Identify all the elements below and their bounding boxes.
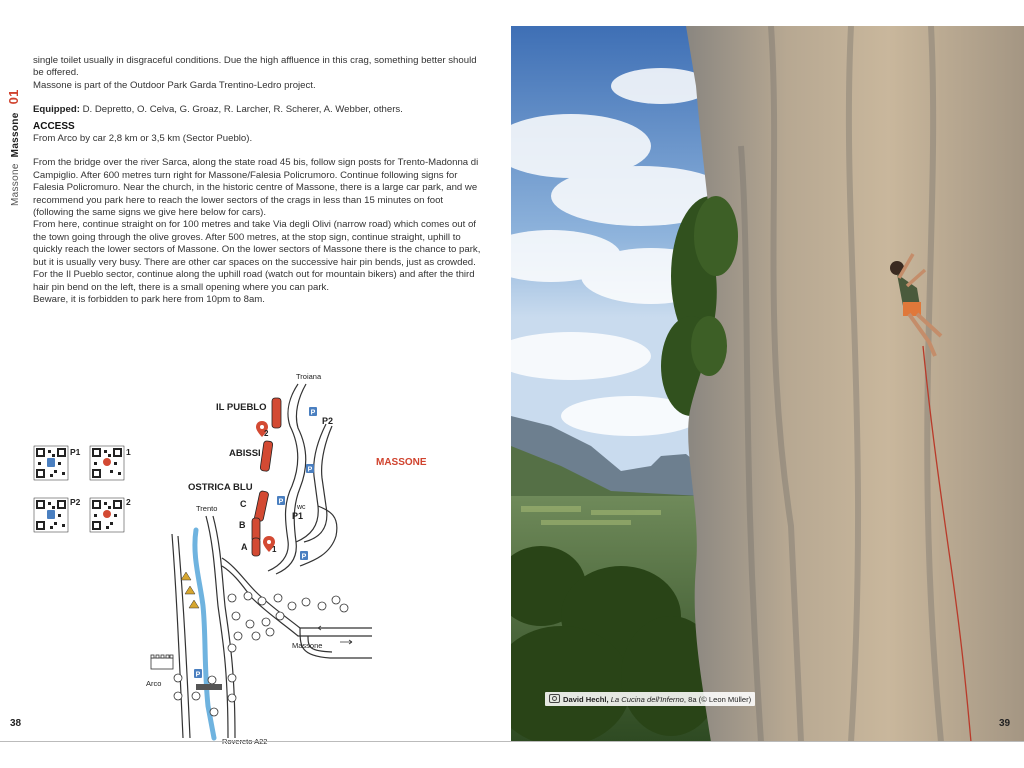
- qr-label-p2: P2: [70, 497, 81, 507]
- caption-name: David Hechl,: [563, 695, 611, 704]
- right-page: [511, 26, 1024, 742]
- equipped-line: [33, 104, 481, 116]
- castle-icon: [151, 655, 173, 669]
- pin-label-1: 1: [272, 545, 277, 554]
- qr-code-1: [90, 446, 124, 480]
- svg-text:P: P: [195, 671, 201, 679]
- sector-label-pueblo: IL PUEBLO: [216, 402, 267, 413]
- svg-text:P: P: [310, 409, 316, 417]
- place-trento: Trento: [196, 504, 218, 513]
- chapter-sidebar: [6, 58, 30, 218]
- valley-road: [213, 516, 235, 738]
- switchback-road: [296, 424, 326, 542]
- paragraph: single toilet usually in disgraceful conditions. Due the high affluence in this crag, something better should be offered.: [33, 55, 477, 79]
- parking-label-p2: P2: [322, 416, 334, 426]
- paragraph: For the Il Pueblo sector, continue along the uphill road (watch out for mountain bikers) and after the third hair pin bend on the left, there is a small opening where you can park.: [33, 269, 475, 293]
- paragraph: Beware, it is forbidden to park here from 10pm to 8am.: [33, 293, 265, 305]
- valley-road: [172, 534, 183, 738]
- qr-code-p1: [34, 446, 68, 480]
- chapter-sidebar-label: [6, 89, 21, 206]
- paragraph: Massone is part of the Outdoor Park Garda Trentino-Ledro project.: [33, 79, 316, 91]
- place-massone: Massone: [292, 641, 323, 650]
- river: [195, 530, 214, 738]
- sector-bar-abissi: [260, 441, 273, 472]
- svg-text:P: P: [307, 466, 313, 474]
- parking-icon: [300, 551, 308, 561]
- place-arco: Arco: [146, 679, 162, 688]
- campsite-icon: [189, 600, 199, 608]
- caption-rest: , 8a (© Leon Müller): [683, 695, 752, 704]
- sector-label-a: A: [241, 542, 248, 552]
- paragraph: From the bridge over the river Sarca, along the state road 45 bis, follow sign posts for Trento-Madonna di Campiglio. After 600 metres turn right for Massone/Falesia Policrumoro. Continue following signs for Falesia Policromuro. Near the church, in the historic centre of Massone, there is a large car park, and we recommend you park here to reach the lower sectors of the crags in less than 15 minutes on foot (following the same signs we give here below for cars).: [33, 157, 479, 219]
- map-title: MASSONE: [376, 457, 427, 468]
- page-number-right: 39: [999, 718, 1011, 729]
- equipped-text: D. Depretto, O. Celva, G. Groaz, R. Larcher, R. Scherer, A. Webber, others.: [79, 104, 403, 116]
- sidebar-section: Massone: [10, 112, 21, 158]
- qr-label-p1: P1: [70, 447, 81, 457]
- qr-label-1: 1: [126, 447, 131, 457]
- sector-label-ostrica: OSTRICA BLU: [188, 482, 253, 493]
- sector-bar-a: [252, 538, 260, 556]
- equipped-label: Equipped:: [33, 104, 80, 116]
- svg-text:P: P: [278, 498, 284, 506]
- photo-caption: [545, 692, 755, 706]
- camera-icon: [549, 694, 560, 703]
- parking-label-p1: P1: [292, 511, 304, 521]
- parking-icon: [277, 496, 285, 506]
- left-page: [0, 26, 510, 742]
- sector-bar-c: [254, 490, 269, 521]
- access-heading: ACCESS: [33, 120, 75, 132]
- parking-icon: [306, 464, 314, 474]
- paragraph: From here, continue straight on for 100 metres and take Via degli Olivi (narrow road) which comes out of the town going through the olive groves. After 500 metres, at the stop sign, continue straight, uphill to quickly reach the lower sectors of Massone. On the lower sectors of Massone there is the chance to park, but it is usually very busy. There are other car spaces on the successive hair pin bends, just as crowded.: [33, 219, 481, 268]
- sector-label-c: C: [240, 499, 247, 509]
- qr-label-2: 2: [126, 497, 131, 507]
- pin-label-2: 2: [264, 429, 269, 438]
- village-houses: [174, 592, 348, 716]
- direction-arrow: [340, 640, 352, 644]
- valley-road: [178, 536, 190, 738]
- access-map: [0, 366, 510, 746]
- sector-label-abissi: ABISSI: [229, 448, 261, 459]
- page-bottom-rule: [0, 741, 1024, 742]
- crag-road: [222, 558, 372, 628]
- page-number-left: 38: [10, 718, 22, 729]
- sidebar-number: 01: [6, 89, 21, 105]
- sector-label-b: B: [239, 520, 246, 530]
- qr-code-2: [90, 498, 124, 532]
- qr-code-p2: [34, 498, 68, 532]
- campsite-icon: [181, 572, 191, 580]
- place-troiana: Troiana: [296, 372, 322, 381]
- climbing-photo: [511, 26, 1024, 742]
- sector-bar-pueblo: [272, 398, 281, 428]
- access-distance: From Arco by car 2,8 km or 3,5 km (Sector Pueblo).: [33, 133, 253, 145]
- body-text: [33, 55, 481, 306]
- direction-arrow: [318, 626, 328, 630]
- caption-route: La Cucina dell'Inferno: [610, 695, 684, 704]
- bridge: [196, 684, 222, 690]
- svg-text:P: P: [301, 553, 307, 561]
- wc-label: wc: [297, 504, 306, 511]
- parking-icon: [309, 407, 317, 417]
- campsite-icon: [185, 586, 195, 594]
- parking-icon: [194, 669, 202, 679]
- sidebar-crag: Massone: [10, 163, 21, 206]
